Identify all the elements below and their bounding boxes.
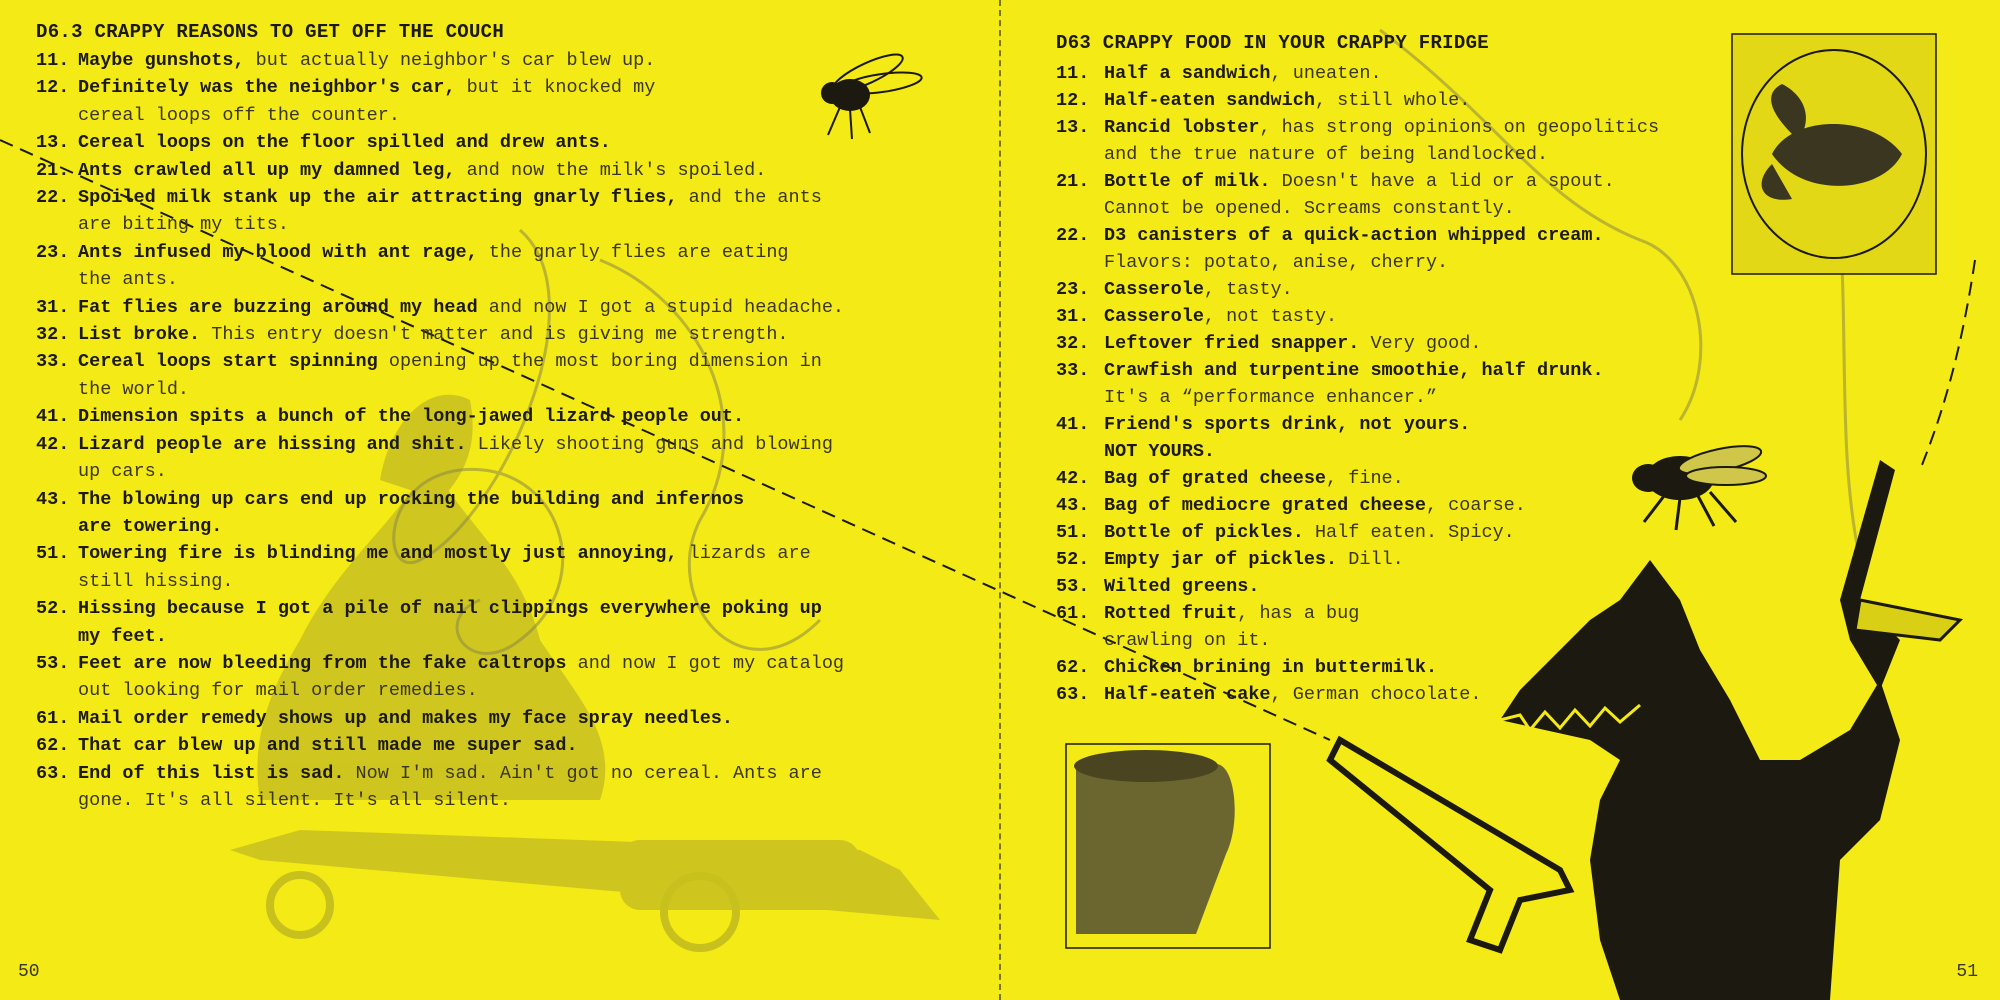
entry-number: 11.	[36, 50, 70, 71]
list-item	[1056, 168, 1659, 222]
entry-bold-text: Half-eaten sandwich	[1104, 90, 1315, 111]
entry-text: lizards are	[677, 543, 811, 565]
entry-continuation: and the true nature of being landlocked.	[1104, 144, 1549, 165]
entry-continuation: the ants.	[78, 269, 178, 291]
list-item	[36, 650, 844, 705]
entry-text: and now the milk's spoiled.	[455, 159, 767, 181]
entry-number: 51.	[36, 543, 70, 565]
entry-text: , German chocolate.	[1270, 684, 1482, 705]
entry-bold-text: Leftover fried snapper.	[1104, 333, 1360, 354]
entry-continuation: Flavors: potato, anise, cherry.	[1104, 252, 1449, 273]
entry-text: , has strong opinions on geopolitics	[1259, 117, 1660, 138]
entry-bold-text: Friend's sports drink, not yours.	[1104, 414, 1471, 435]
list-item	[1056, 654, 1659, 681]
entry-number: 43.	[36, 488, 70, 510]
entry-number: 33.	[1056, 360, 1090, 381]
entry-text: , tasty.	[1203, 279, 1293, 300]
entry-bold-text: Bottle of pickles.	[1104, 522, 1304, 543]
entry-number: 12.	[36, 77, 70, 99]
entry-number: 41.	[1056, 414, 1090, 435]
list-item	[1056, 303, 1659, 330]
left-page-title: D6.3 CRAPPY REASONS TO GET OFF THE COUCH	[36, 21, 505, 43]
list-item	[36, 486, 844, 541]
entry-number: 62.	[1056, 657, 1090, 678]
entry-number: 61.	[36, 707, 70, 729]
entry-bold-text: List broke.	[78, 324, 201, 346]
entry-bold-text: The blowing up cars end up rocking the building and infernos	[78, 488, 745, 510]
entry-bold-text: Casserole	[1104, 306, 1204, 327]
entry-text: , coarse.	[1425, 495, 1526, 516]
entry-text: , has a bug	[1237, 603, 1360, 624]
list-item	[36, 129, 844, 156]
entry-number: 43.	[1056, 495, 1090, 516]
entry-text: Now I'm sad. Ain't got no cereal. Ants are	[344, 762, 822, 784]
list-item	[1056, 546, 1659, 573]
right-page-title: D63 CRAPPY FOOD IN YOUR CRAPPY FRIDGE	[1056, 32, 1489, 54]
entry-text: but actually neighbor's car blew up.	[244, 50, 656, 71]
entry-text: This entry doesn't matter and is giving me strength.	[200, 324, 789, 346]
entry-bold-text: Half-eaten cake	[1104, 684, 1271, 705]
entry-number: 53.	[36, 652, 70, 674]
list-item	[1056, 357, 1659, 411]
entry-number: 52.	[1056, 549, 1090, 570]
entry-bold-text: Definitely was the neighbor's car,	[78, 77, 456, 99]
entry-number: 22.	[1056, 225, 1090, 246]
list-item	[36, 321, 844, 348]
entry-number: 53.	[1056, 576, 1090, 597]
entry-number: 11.	[1056, 63, 1090, 84]
list-item	[1056, 519, 1659, 546]
entry-bold-text: Chicken brining in buttermilk.	[1104, 657, 1438, 678]
entry-bold-text: Wilted greens.	[1104, 576, 1260, 597]
list-item	[1056, 600, 1659, 654]
entry-number: 51.	[1056, 522, 1090, 543]
list-item	[36, 540, 844, 595]
entry-bold-text: Spoiled milk stank up the air attracting gnarly flies,	[78, 187, 678, 209]
list-item	[36, 595, 844, 650]
page-number-right: 51	[1956, 962, 1978, 982]
list-item	[36, 348, 844, 403]
entry-number: 12.	[1056, 90, 1090, 111]
book-spine	[999, 0, 1001, 1000]
entry-text: the gnarly flies are eating	[477, 241, 789, 263]
list-item	[36, 403, 844, 430]
entry-bold-text: Bag of grated cheese	[1104, 468, 1327, 489]
list-item	[1056, 87, 1659, 114]
entry-number: 22.	[36, 187, 70, 209]
entry-bold-text: Cereal loops on the floor spilled and drew ants.	[78, 132, 611, 154]
right-entry-list	[1056, 60, 1659, 708]
entry-bold-text: Empty jar of pickles.	[1104, 549, 1338, 570]
entry-bold-text: Bottle of milk.	[1104, 171, 1271, 192]
entry-bold-text: That car blew up and still made me super sad.	[78, 735, 578, 757]
list-item	[36, 760, 844, 815]
entry-continuation: the world.	[78, 378, 190, 400]
entry-number: 42.	[1056, 468, 1090, 489]
entry-bold-text: Mail order remedy shows up and makes my face spray needles.	[78, 707, 734, 729]
list-item	[1056, 681, 1659, 708]
list-item	[36, 732, 844, 759]
list-item	[1056, 114, 1659, 168]
entry-bold-text: Bag of mediocre grated cheese	[1104, 495, 1426, 516]
list-item	[1056, 276, 1659, 303]
entry-number: 21.	[36, 159, 70, 181]
entry-bold-text: Fat flies are buzzing around my head	[78, 296, 478, 318]
entry-text: and now I got my catalog	[566, 652, 845, 674]
list-item	[1056, 465, 1659, 492]
entry-continuation: cereal loops off the counter.	[78, 104, 400, 126]
entry-continuation: still hissing.	[78, 570, 234, 592]
entry-bold-text: Cereal loops start spinning	[78, 351, 378, 373]
entry-number: 52.	[36, 598, 70, 620]
list-item	[36, 184, 844, 239]
entry-text: opening up the most boring dimension in	[377, 351, 822, 373]
entry-number: 13.	[36, 132, 70, 154]
entry-continuation: crawling on it.	[1104, 630, 1271, 651]
list-item	[36, 74, 844, 129]
entry-number: 23.	[1056, 279, 1090, 300]
entry-text: Doesn't have a lid or a spout.	[1270, 171, 1615, 192]
entry-number: 31.	[1056, 306, 1090, 327]
entry-continuation: Cannot be opened. Screams constantly.	[1104, 198, 1515, 219]
entry-bold-text: Towering fire is blinding me and mostly just annoying,	[78, 543, 678, 565]
entry-text: , still whole.	[1314, 90, 1471, 111]
list-item	[1056, 60, 1659, 87]
entry-number: 31.	[36, 296, 70, 318]
entry-continuation: gone. It's all silent. It's all silent.	[78, 789, 511, 811]
entry-text: and now I got a stupid headache.	[477, 296, 845, 318]
list-item	[1056, 330, 1659, 357]
entry-text: but it knocked my	[455, 77, 656, 99]
entry-text: , uneaten.	[1270, 63, 1382, 84]
entry-continuation-bold: NOT YOURS.	[1104, 441, 1216, 462]
entry-text: , fine.	[1326, 468, 1404, 489]
list-item	[36, 47, 844, 74]
list-item	[1056, 411, 1659, 465]
entry-text: Likely shooting guns and blowing	[466, 433, 833, 455]
entry-bold-text: Feet are now bleeding from the fake caltrops	[78, 652, 567, 674]
entry-number: 32.	[1056, 333, 1090, 354]
list-item	[36, 239, 844, 294]
entry-number: 62.	[36, 735, 70, 757]
entry-continuation-bold: are towering.	[78, 515, 223, 537]
entry-number: 61.	[1056, 603, 1090, 624]
list-item	[1056, 222, 1659, 276]
entry-bold-text: Ants infused my blood with ant rage,	[78, 241, 478, 263]
entry-number: 63.	[36, 762, 70, 784]
entry-continuation: are biting my tits.	[78, 214, 289, 236]
entry-number: 32.	[36, 324, 70, 346]
entry-bold-text: Dimension spits a bunch of the long-jawed lizard people out.	[78, 406, 745, 428]
entry-continuation: It's a “performance enhancer.”	[1104, 387, 1438, 408]
entry-bold-text: D3 canisters of a quick-action whipped cream.	[1104, 225, 1604, 246]
entry-number: 41.	[36, 406, 70, 428]
entry-bold-text: End of this list is sad.	[78, 762, 345, 784]
entry-bold-text: Rotted fruit	[1104, 603, 1238, 624]
entry-bold-text: Lizard people are hissing and shit.	[78, 433, 467, 455]
list-item	[36, 431, 844, 486]
entry-text: Very good.	[1359, 333, 1482, 354]
entry-bold-text: Hissing because I got a pile of nail clippings everywhere poking up	[78, 598, 822, 620]
entry-text: Half eaten. Spicy.	[1303, 522, 1515, 543]
entry-bold-text: Maybe gunshots,	[78, 50, 245, 71]
entry-number: 33.	[36, 351, 70, 373]
entry-number: 42.	[36, 433, 70, 455]
entry-text: , not tasty.	[1203, 306, 1338, 327]
left-entry-list	[36, 47, 844, 814]
list-item	[1056, 492, 1659, 519]
entry-number: 23.	[36, 241, 70, 263]
list-item	[36, 705, 844, 732]
entry-text: Dill.	[1337, 549, 1404, 570]
entry-text: and the ants	[677, 187, 822, 209]
entry-number: 63.	[1056, 684, 1090, 705]
entry-bold-text: Ants crawled all up my damned leg,	[78, 159, 456, 181]
page-number-left: 50	[18, 962, 40, 982]
entry-continuation-bold: my feet.	[78, 625, 167, 647]
entry-continuation: up cars.	[78, 461, 167, 483]
entry-bold-text: Rancid lobster	[1104, 117, 1260, 138]
entry-bold-text: Crawfish and turpentine smoothie, half drunk.	[1104, 360, 1604, 381]
entry-number: 13.	[1056, 117, 1090, 138]
list-item	[1056, 573, 1659, 600]
list-item	[36, 157, 844, 184]
entry-number: 21.	[1056, 171, 1090, 192]
entry-bold-text: Half a sandwich	[1104, 63, 1271, 84]
entry-bold-text: Casserole	[1104, 279, 1204, 300]
list-item	[36, 294, 844, 321]
entry-continuation: out looking for mail order remedies.	[78, 680, 478, 702]
